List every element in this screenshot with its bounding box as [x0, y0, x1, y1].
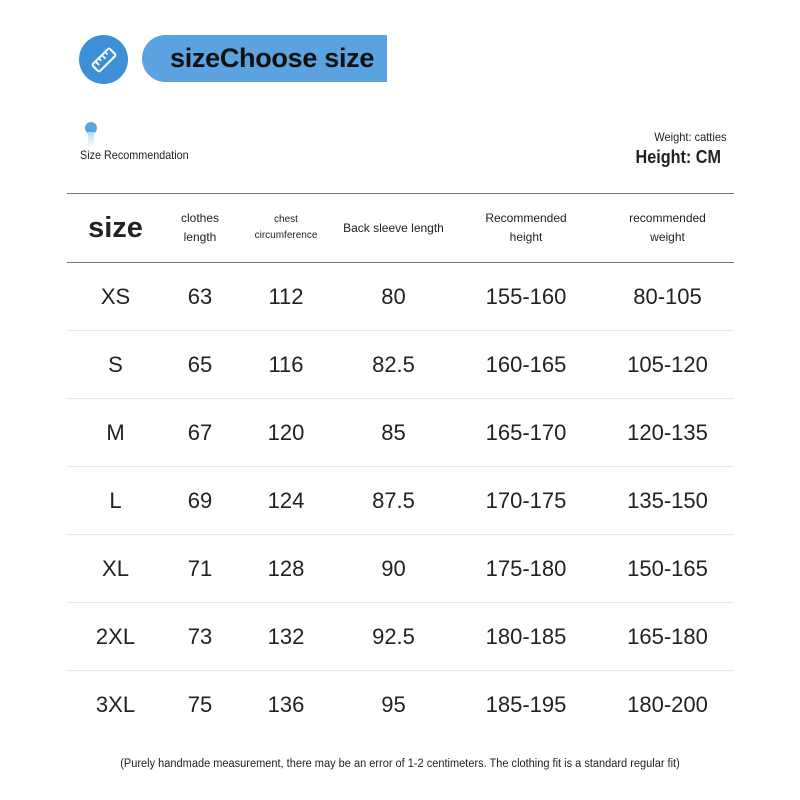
- header-size: size: [67, 194, 164, 263]
- table-row: [67, 603, 734, 671]
- cell-weight: 80-105: [601, 263, 734, 331]
- height-unit-label: Height: CM: [635, 147, 721, 167]
- cell-weight: 120-135: [601, 399, 734, 467]
- cell-chest: 132: [236, 603, 336, 671]
- cell-back-sleeve: 92.5: [336, 603, 451, 671]
- bullet-dot-tail: [88, 132, 94, 148]
- cell-clothes-length: 75: [187, 691, 213, 717]
- cell-back-sleeve: 80: [336, 263, 451, 331]
- cell-back-sleeve: 95: [381, 691, 406, 717]
- cell-size: 3XL: [95, 691, 136, 717]
- table-row: [67, 399, 734, 467]
- size-chart-table: [67, 193, 734, 738]
- cell-size: XS: [67, 263, 164, 331]
- header-recommended-weight: recommended weight: [601, 194, 734, 263]
- cell-weight: 105-120: [601, 331, 734, 399]
- cell-weight: 180-200: [627, 691, 708, 717]
- cell-height: 155-160: [451, 263, 601, 331]
- cell-chest: 112: [236, 263, 336, 331]
- cell-clothes-length: 69: [164, 467, 236, 535]
- ruler-icon: [79, 35, 128, 84]
- cell-back-sleeve: 87.5: [336, 467, 451, 535]
- cell-back-sleeve: 90: [336, 535, 451, 603]
- cell-weight: 135-150: [601, 467, 734, 535]
- header-recommended-height: Recommended height: [451, 194, 601, 263]
- cell-chest: 120: [236, 399, 336, 467]
- cell-height: 185-195: [485, 691, 567, 717]
- table-row: [67, 467, 734, 535]
- cell-back-sleeve: 82.5: [336, 331, 451, 399]
- cell-back-sleeve: 85: [336, 399, 451, 467]
- cell-size: 2XL: [67, 603, 164, 671]
- cell-weight: 165-180: [601, 603, 734, 671]
- table-row: [67, 331, 734, 399]
- cell-height: 160-165: [451, 331, 601, 399]
- cell-clothes-length: 65: [164, 331, 236, 399]
- cell-chest: 136: [267, 691, 305, 717]
- cell-chest: 128: [236, 535, 336, 603]
- cell-chest: 116: [236, 331, 336, 399]
- cell-clothes-length: 73: [164, 603, 236, 671]
- footnote: (Purely handmade measurement, there may be an error of 1-2 centimeters. The clothing fit is a standard regular fit): [120, 758, 680, 770]
- cell-size: S: [67, 331, 164, 399]
- table-row: [67, 671, 734, 739]
- size-recommendation-label: Size Recommendation: [80, 148, 189, 162]
- cell-clothes-length: 71: [164, 535, 236, 603]
- cell-height: 180-185: [451, 603, 601, 671]
- cell-height: 170-175: [451, 467, 601, 535]
- cell-height: 175-180: [451, 535, 601, 603]
- table-row: [67, 535, 734, 603]
- cell-size: XL: [67, 535, 164, 603]
- table-header-row: [67, 194, 734, 263]
- cell-chest: 124: [236, 467, 336, 535]
- page-title: sizeChoose size: [142, 35, 387, 82]
- table-row: [67, 263, 734, 331]
- header-chest-circumference: chest circumference: [236, 194, 336, 263]
- cell-size: M: [67, 399, 164, 467]
- cell-clothes-length: 63: [164, 263, 236, 331]
- header-clothes-length: clothes length: [164, 194, 236, 263]
- cell-weight: 150-165: [601, 535, 734, 603]
- weight-unit-label: Weight: catties: [653, 130, 726, 144]
- cell-height: 165-170: [451, 399, 601, 467]
- cell-size: L: [67, 467, 164, 535]
- cell-clothes-length: 67: [164, 399, 236, 467]
- header-back-sleeve-length: Back sleeve length: [336, 194, 451, 263]
